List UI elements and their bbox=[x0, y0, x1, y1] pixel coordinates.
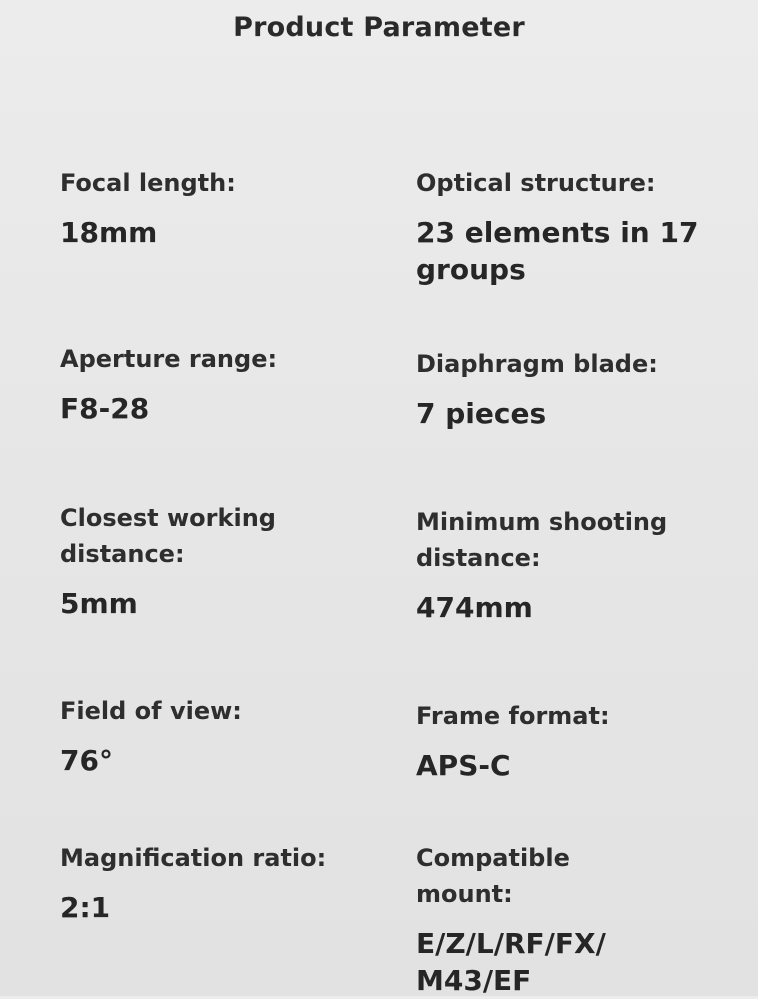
param-minimum-shooting-distance bbox=[416, 504, 706, 626]
param-magnification-ratio bbox=[60, 840, 390, 926]
param-compatible-mount bbox=[416, 840, 666, 999]
page-title: Product Parameter bbox=[233, 12, 525, 43]
param-label: Aperture range: bbox=[60, 345, 278, 373]
param-label: Closest working distance: bbox=[60, 504, 276, 568]
param-label: Focal length: bbox=[60, 169, 236, 197]
param-value: 474mm bbox=[416, 591, 533, 624]
param-label: Magnification ratio: bbox=[60, 844, 327, 872]
param-value: 18mm bbox=[60, 216, 158, 249]
param-value: E/Z/L/RF/FX/ M43/EF bbox=[416, 927, 606, 997]
param-label: Compatible mount: bbox=[416, 844, 570, 908]
param-value: 7 pieces bbox=[416, 397, 547, 430]
param-value: APS-C bbox=[416, 749, 511, 782]
param-label: Diaphragm blade: bbox=[416, 350, 658, 378]
param-frame-format bbox=[416, 698, 746, 784]
param-value: 23 elements in 17 groups bbox=[416, 216, 699, 286]
param-value: 76° bbox=[60, 744, 113, 777]
param-closest-working-distance bbox=[60, 500, 320, 622]
param-label: Optical structure: bbox=[416, 169, 656, 197]
param-label: Minimum shooting distance: bbox=[416, 508, 668, 572]
param-focal-length bbox=[60, 165, 390, 251]
param-aperture-range bbox=[60, 341, 390, 427]
param-optical-structure bbox=[416, 165, 716, 288]
param-label: Frame format: bbox=[416, 702, 610, 730]
param-diaphragm-blade bbox=[416, 346, 746, 432]
param-value: F8-28 bbox=[60, 392, 150, 425]
param-field-of-view bbox=[60, 693, 390, 779]
param-value: 2:1 bbox=[60, 891, 111, 924]
param-label: Field of view: bbox=[60, 697, 242, 725]
param-value: 5mm bbox=[60, 587, 138, 620]
